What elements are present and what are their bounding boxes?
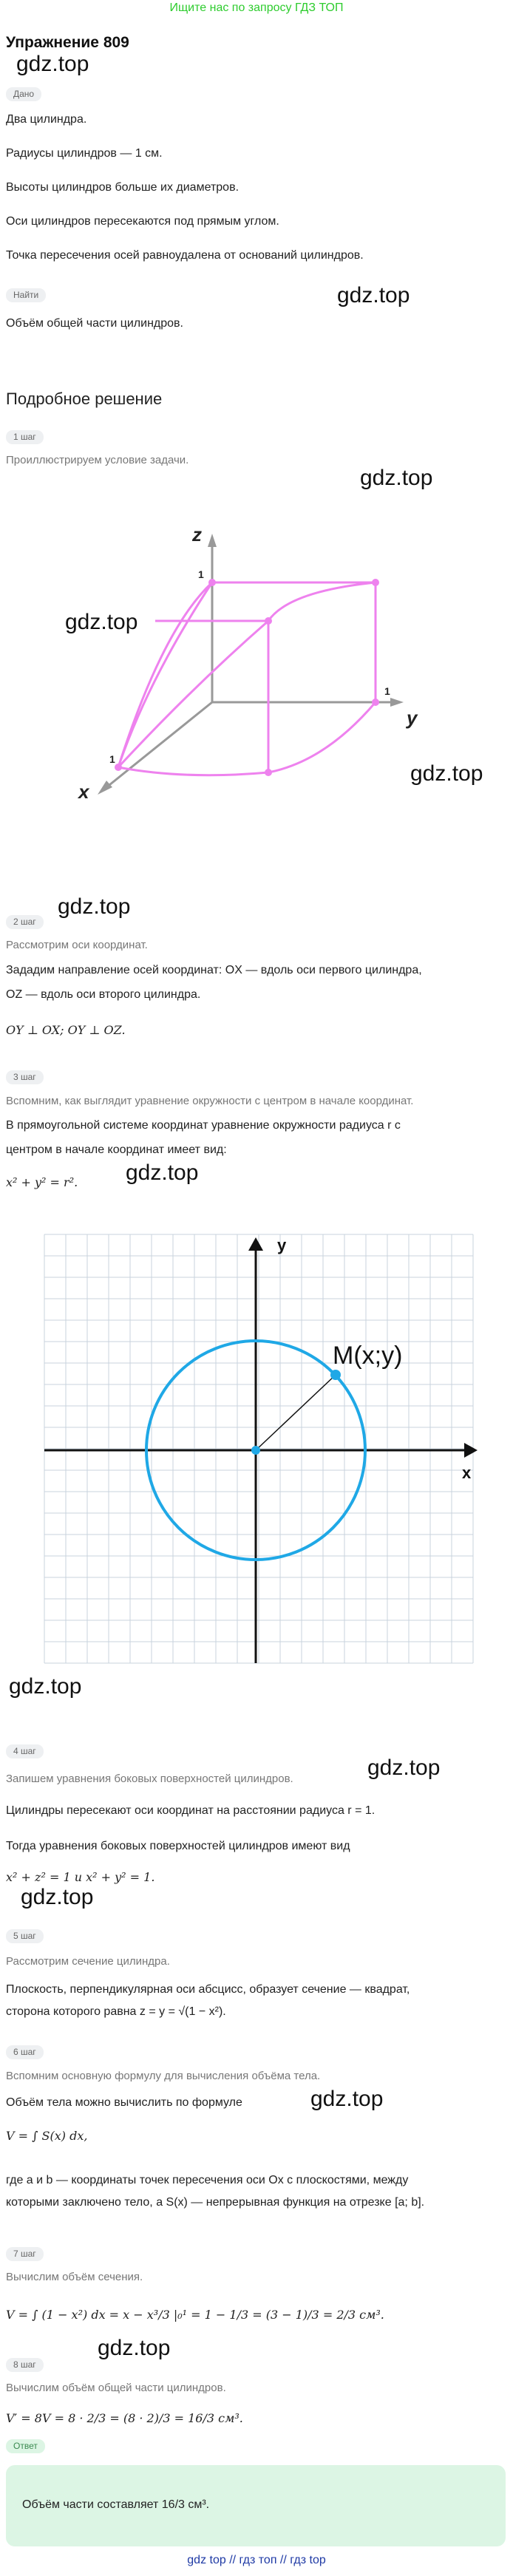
point-m — [330, 1370, 341, 1380]
tick-label: 1 — [109, 753, 115, 765]
x-label: x — [78, 781, 89, 803]
watermark: gdz.top — [367, 1756, 441, 1780]
answer-box — [6, 2465, 506, 2546]
watermark: gdz.top — [65, 610, 138, 634]
watermark: gdz.top — [360, 466, 433, 490]
find-tag: Найти — [6, 288, 46, 302]
step-text: центром в начале координат имеет вид: — [6, 1143, 227, 1156]
step-formula: V = ∫ (1 − x²) dx = x − x³/3 |₀¹ = 1 − 1/3 = (3 − 1)/3 = 2/3 см³. — [6, 2308, 384, 2322]
step-formula: OY ⊥ OX; OY ⊥ OZ. — [6, 1023, 126, 1037]
watermark: gdz.top — [9, 1674, 82, 1699]
step-formula: V′ = 8V = 8 · 2/3 = (8 · 2)/3 = 16/3 см³. — [6, 2411, 243, 2425]
step-hint: Рассмотрим сечение цилиндра. — [6, 1955, 170, 1968]
given-line: Высоты цилиндров больше их диаметров. — [6, 181, 239, 194]
watermark: gdz.top — [337, 283, 410, 307]
step-tag: 5 шаг — [6, 1929, 44, 1943]
tick-label: 1 — [384, 685, 390, 697]
watermark: gdz.top — [16, 52, 89, 76]
step-hint: Вспомним, как выглядит уравнение окружности с центром в начале координат. — [6, 1095, 414, 1107]
find-text: Объём общей части цилиндров. — [6, 317, 183, 330]
step-text: Объём тела можно вычислить по формуле — [6, 2096, 242, 2109]
watermark: gdz.top — [58, 894, 131, 919]
step-text: сторона которого равна z = y = √(1 − x²). — [6, 2005, 226, 2018]
step-tag: 4 шаг — [6, 1744, 44, 1758]
given-line: Радиусы цилиндров — 1 см. — [6, 147, 163, 160]
step-formula: V = ∫ S(x) dx, — [6, 2129, 88, 2143]
answer-tag: Ответ — [6, 2439, 45, 2453]
step-hint: Вспомним основную формулу для вычисления объёма тела. — [6, 2070, 321, 2082]
watermark: gdz.top — [21, 1885, 94, 1909]
circle-figure — [37, 1227, 480, 1671]
z-label: z — [192, 523, 202, 546]
step-text: Цилиндры пересекают оси координат на расстоянии радиуса r = 1. — [6, 1804, 376, 1817]
step-tag: 6 шаг — [6, 2045, 44, 2059]
step-tag: 1 шаг — [6, 430, 44, 444]
step-tag: 7 шаг — [6, 2247, 44, 2261]
y-label: y — [277, 1236, 287, 1254]
step-text: которыми заключено тело, а S(x) — непрерывная функция на отрезке [a; b]. — [6, 2196, 425, 2209]
tick-label: 1 — [198, 568, 204, 580]
watermark: gdz.top — [310, 2087, 384, 2111]
solution-title: Подробное решение — [6, 390, 163, 408]
given-tag: Дано — [6, 87, 41, 101]
step-hint: Вычислим объём общей части цилиндров. — [6, 2382, 226, 2394]
promo-banner[interactable]: Ищите нас по запросу ГДЗ ТОП — [169, 1, 344, 14]
page-title: Упражнение 809 — [6, 34, 129, 51]
step-hint: Рассмотрим оси координат. — [6, 939, 148, 951]
step-text: где a и b — координаты точек пересечения оси Ox с плоскостями, между — [6, 2174, 409, 2186]
cylinders-figure — [59, 510, 444, 806]
step-text: Плоскость, перпендикулярная оси абсцисс, образует сечение — квадрат, — [6, 1983, 410, 1996]
footer-links[interactable]: gdz top // гдз топ // гдз top — [187, 2554, 326, 2566]
watermark: gdz.top — [410, 761, 483, 786]
given-line: Два цилиндра. — [6, 113, 87, 126]
step-hint: Вычислим объём сечения. — [6, 2271, 143, 2283]
step-text: Тогда уравнения боковых поверхностей цилиндров имеют вид — [6, 1840, 350, 1852]
step-formula: x² + y² = r². — [6, 1175, 78, 1189]
answer-text: Объём части составляет 16/3 см³. — [22, 2498, 210, 2511]
y-label: y — [407, 707, 418, 729]
given-line: Оси цилиндров пересекаются под прямым углом. — [6, 215, 279, 228]
watermark: gdz.top — [98, 2336, 171, 2360]
step-text: OZ — вдоль оси второго цилиндра. — [6, 988, 201, 1001]
step-formula: x² + z² = 1 и x² + y² = 1. — [6, 1870, 155, 1884]
watermark: gdz.top — [126, 1160, 199, 1185]
step-tag: 2 шаг — [6, 915, 44, 929]
given-line: Точка пересечения осей равноудалена от оснований цилиндров. — [6, 249, 364, 262]
step-text: Зададим направление осей координат: OX — вдоль оси первого цилиндра, — [6, 964, 422, 976]
point-label: M(x;y) — [333, 1342, 403, 1370]
x-axis — [102, 702, 212, 791]
step-text: В прямоугольной системе координат уравнение окружности радиуса r с — [6, 1119, 401, 1132]
radius-line — [256, 1375, 336, 1450]
step-hint: Запишем уравнения боковых поверхностей цилиндров. — [6, 1773, 293, 1785]
step-tag: 3 шаг — [6, 1070, 44, 1084]
step-tag: 8 шаг — [6, 2358, 44, 2372]
step-hint: Проиллюстрируем условие задачи. — [6, 454, 189, 466]
x-label: x — [462, 1464, 472, 1482]
